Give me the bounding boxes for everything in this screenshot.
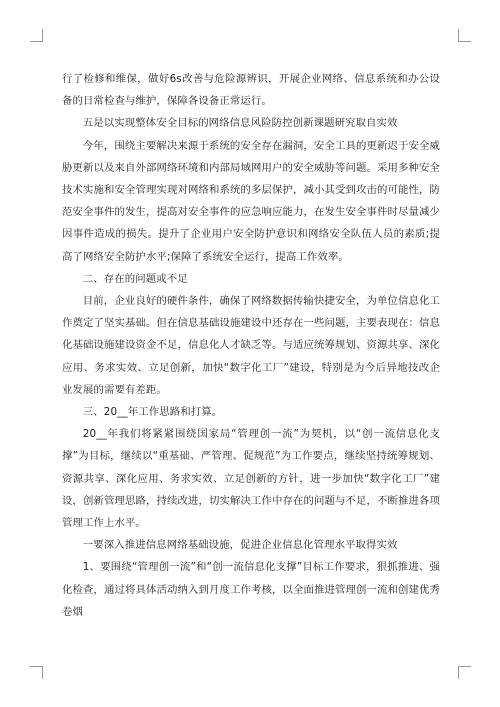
crop-mark-top-right [458,29,471,42]
heading-section-five: 五是以实现整体安全目标的网络信息风险防控创新课题研究取自实效 [82,117,398,130]
paragraph-item-one: 1、要围绕“管理创一流”和“创一流信息化支撑”目标工作要求，狠抓推进、强化检查，通过将具体活动纳入到月度工作考核，以全面推进管理创一流和创建优秀卷烟 [62,561,440,618]
document-body [62,68,440,623]
heading-infrastructure: 一要深入推进信息网络基础设施，促进企业信息化管理水平取得实效 [82,539,398,552]
heading-problems: 二、存在的问题或不足 [82,272,188,285]
paragraph-security-work: 今年，围绕主要解决来源于系统的安全存在漏洞，安全工具的更新迟于安全威胁更新以及来自外部网络环境和内部局域网用户的安全威胁等问题。采用多种安全技术实施和安全管理实现对网络和系统的多层保护，减小其受到攻击的可能性，防范安全事件的发生，提高对安全事件的应急响应能力，在发生安全事件时尽量减少因事件造成的损失。提升了企业用户安全防护意识和网络安全队伍人员的素质;提高了网络安全防护水平;保障了系统安全运行，提高工作效率。 [62,139,440,263]
paragraph-plan: 20__年我们将紧紧围绕国家局“管理创一流”为契机，以“创一流信息化支撑”为目标，继续以“重基础、严管理、促规范”为工作要点，继续坚持统筹规划、资源共享、深化应用、务求实效、立足创新的方针，进一步加快“数字化工厂”建设，创新管理思路，持续改进，切实解决工作中存在的问题与不足，不断推进各项管理工作上水平。 [62,428,440,530]
paragraph-problems: 目前，企业良好的硬件条件，确保了网络数据传输快捷安全，为单位信息化工作奠定了坚实基础。但在信息基础设施建设中还存在一些问题，主要表现在：信息化基础设施建设资金不足，信息化人才缺乏等。与适应统筹规划、资源共享、深化应用、务求实效、立足创新，加快“数字化工厂”建设，特别是为今后异地技改企业发展的需要有差距。 [62,295,440,396]
crop-mark-bottom-right [458,666,471,679]
paragraph-continuation: 行了检修和维保，做好6s改善与危险源辨识，开展企业网络、信息系统和办公设备的日常检查与维护，保障各设备正常运行。 [62,73,440,108]
crop-mark-top-left [30,29,43,42]
crop-mark-bottom-left [30,666,43,679]
heading-plan: 三、20__年工作思路和打算。 [82,406,223,419]
